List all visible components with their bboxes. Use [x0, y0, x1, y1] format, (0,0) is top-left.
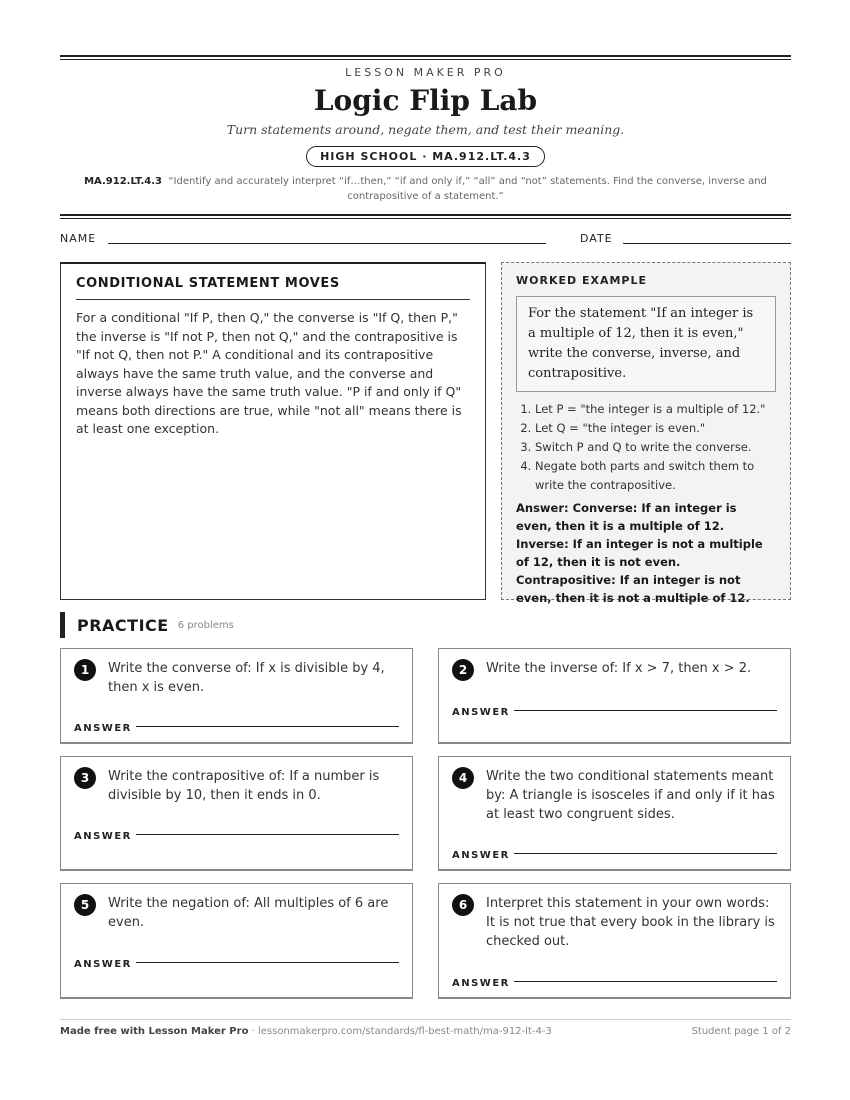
- name-label: NAME: [60, 232, 97, 245]
- header-top-rule: [60, 55, 791, 60]
- answer-label: ANSWER: [74, 723, 132, 734]
- answer-line[interactable]: [136, 834, 399, 835]
- answer-row: [452, 843, 777, 861]
- page-title: Logic Flip Lab: [313, 84, 538, 117]
- example-step: 3. Switch P and Q to write the converse.: [535, 438, 776, 457]
- answer-row: [74, 716, 399, 734]
- standard-description: [80, 174, 771, 204]
- practice-count: 6 problems: [177, 619, 234, 631]
- worksheet-page: [60, 0, 791, 1100]
- brand-label: LESSON MAKER PRO: [345, 66, 506, 79]
- example-step: 4. Negate both parts and switch them to write the contrapositive.: [535, 457, 776, 495]
- grade-standard-badge: HIGH SCHOOL · MA.912.LT.4.3: [306, 146, 545, 167]
- date-label: DATE: [580, 232, 613, 245]
- badge-wrapper: [60, 145, 791, 167]
- answer-row: [452, 971, 777, 989]
- problem-card-6: [438, 883, 791, 999]
- problem-number: 3: [74, 767, 96, 789]
- practice-heading: [60, 612, 234, 638]
- answer-row: [452, 700, 777, 718]
- answer-line[interactable]: [136, 962, 399, 963]
- answer-line[interactable]: [514, 981, 777, 982]
- footer-url[interactable]: · lessonmakerpro.com/standards/fl-best-math/ma-912-lt-4-3: [248, 1026, 552, 1037]
- problem-card-4: [438, 756, 791, 871]
- example-heading: WORKED EXAMPLE: [516, 274, 647, 287]
- student-info-row: [60, 232, 791, 246]
- footer-credit: [60, 1026, 552, 1037]
- answer-label: ANSWER: [74, 831, 132, 842]
- concept-heading: CONDITIONAL STATEMENT MOVES: [76, 276, 470, 300]
- footer-rule: [60, 1019, 791, 1020]
- date-line[interactable]: [623, 243, 791, 244]
- problem-text: Write the inverse of: If x > 7, then x > 2.: [486, 661, 752, 676]
- example-step: 2. Let Q = "the integer is even.": [535, 419, 776, 438]
- problem-card-3: [60, 756, 413, 871]
- answer-label: ANSWER: [452, 850, 510, 861]
- standard-code: MA.912.LT.4.3: [84, 176, 162, 187]
- practice-title: PRACTICE: [77, 615, 169, 635]
- problem-text: Write the converse of: If x is divisible by 4, then x is even.: [108, 661, 385, 695]
- problem-number: 1: [74, 659, 96, 681]
- answer-line[interactable]: [136, 726, 399, 727]
- example-answer: Answer: Converse: If an integer is even, then it is a multiple of 12. Inverse: If an integer is not a multiple of 12, then it is not even. Contrapositive: If an integer is not even, then it is not a multiple of 12.: [516, 501, 763, 605]
- name-line[interactable]: [108, 243, 546, 244]
- problem-number: 5: [74, 894, 96, 916]
- example-step: 1. Let P = "the integer is a multiple of 12.": [535, 400, 776, 419]
- concept-box: [60, 262, 486, 600]
- standard-text: “Identify and accurately interpret “if…then,” “if and only if,” “all” and “not” statements. Find the converse, inverse and contrapositive of a statement.”: [168, 176, 767, 202]
- answer-row: [74, 952, 399, 970]
- answer-label: ANSWER: [452, 978, 510, 989]
- footer-page-number: Student page 1 of 2: [691, 1026, 791, 1037]
- problem-text: Write the contrapositive of: If a number is divisible by 10, then it ends in 0.: [108, 769, 380, 803]
- example-steps: [516, 400, 776, 495]
- answer-row: [74, 824, 399, 842]
- page-subtitle: Turn statements around, negate them, and test their meaning.: [226, 122, 625, 137]
- problem-text: Write the two conditional statements meant by: A triangle is isosceles if and only if it has at least two congruent sides.: [486, 769, 775, 822]
- problem-number: 2: [452, 659, 474, 681]
- answer-label: ANSWER: [74, 959, 132, 970]
- problem-text: Write the negation of: All multiples of 6 are even.: [108, 896, 389, 930]
- problem-card-5: [60, 883, 413, 999]
- problem-number: 4: [452, 767, 474, 789]
- problem-number: 6: [452, 894, 474, 916]
- problem-card-1: [60, 648, 413, 744]
- example-prompt: For the statement "If an integer is a multiple of 12, then it is even," write the converse, inverse, and contrapositive.: [516, 296, 776, 392]
- answer-line[interactable]: [514, 853, 777, 854]
- answer-line[interactable]: [514, 710, 777, 711]
- footer-made-with: Made free with Lesson Maker Pro: [60, 1026, 249, 1037]
- concept-body: For a conditional "If P, then Q," the converse is "If Q, then P," the inverse is "If not P, then not Q," and the contrapositive is "If not Q, then not P." A conditional and its contrapositive always have the same truth value, and the converse and inverse always have the same truth value. "P if and only if Q" means both directions are true, while "not all" means there is at least one exception.: [76, 310, 462, 436]
- answer-label: ANSWER: [452, 707, 510, 718]
- worked-example-box: [501, 262, 791, 605]
- problem-card-2: [438, 648, 791, 744]
- header-bottom-rule: [60, 214, 791, 219]
- problem-text: Interpret this statement in your own words: It is not true that every book in the library is checked out.: [486, 896, 775, 949]
